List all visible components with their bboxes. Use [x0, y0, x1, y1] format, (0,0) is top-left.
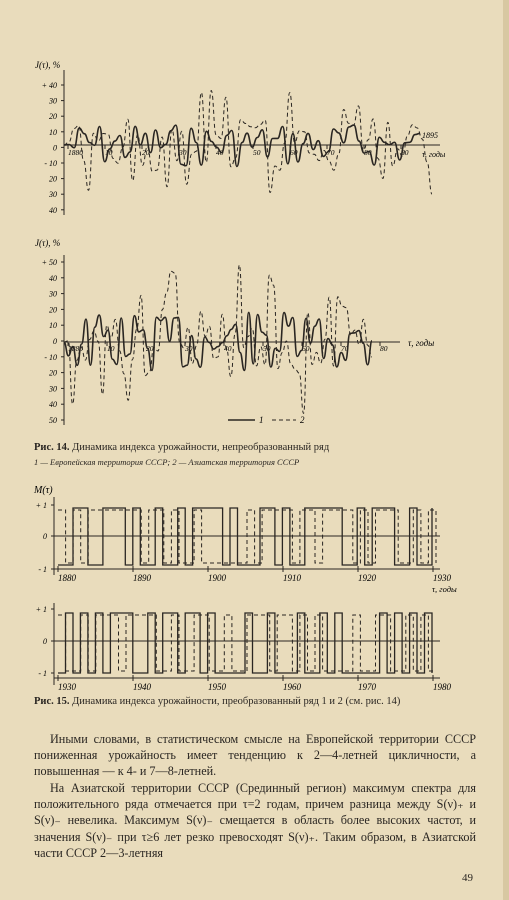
fig14-bottom-chart [35, 238, 434, 425]
fig14-bottom-series-1 [64, 312, 372, 370]
figure-15 [0, 475, 509, 695]
fig15-top-ylabel: M(τ) [34, 485, 53, 496]
fig14-top-xtick-label: 30 [179, 148, 187, 157]
fig14-top-yticks [42, 81, 64, 215]
fig15-ytick-label: + 1 [35, 501, 47, 510]
fig14-bottom-ylabel: J(τ), % [35, 238, 61, 248]
fig14-bottom-xticks [68, 342, 388, 353]
fig14-top-series-2 [64, 91, 432, 195]
page-number: 49 [462, 872, 473, 884]
fig15-ytick-label: - 1 [38, 565, 47, 574]
fig14-bottom-yticks [42, 258, 64, 425]
fig14-top-axis-label: τ, годы [422, 150, 446, 159]
fig14-top-xtick-label: 10 [105, 148, 113, 157]
fig14-caption-label: Рис. 14. [34, 442, 70, 453]
fig14-bottom-xtick-label: 40 [224, 344, 232, 353]
fig15-caption [34, 695, 474, 708]
fig15-ytick-label: - 1 [38, 669, 47, 678]
fig14-top-ytick-label: 0 [53, 143, 57, 153]
fig15-xtick-label: 1950 [208, 682, 226, 692]
fig14-bottom-ytick-label: 30 [49, 384, 57, 394]
paragraph-2: На Азиатской территории СССР (Срединный регион) максимум спектра для положительного ряда отмечается при τ=2 годам, причем разница между S(ν)₊ и S(ν)₋ невелика. Максимум S(ν)₋ смещается в область более высоких частот, и значения S(ν)₋ при τ≥6 лет резко превосходят S(ν)₊. Таким образом, в Азиатской части СССР 2—3-летняя [34, 781, 476, 860]
fig15-xtick-label: 1960 [283, 682, 301, 692]
fig15-ytick-label: + 1 [35, 605, 47, 614]
fig15-xtick-label: 1930 [58, 682, 76, 692]
fig14-top-xtick-label: 80 [364, 148, 372, 157]
fig14-bottom-xtick-label: 80 [380, 344, 388, 353]
fig15-xtick-label: 1970 [358, 682, 376, 692]
fig14-top-xtick-label: 50 [253, 148, 261, 157]
fig15-top-yticks [36, 501, 54, 574]
fig15-top-axis-label: τ, годы [432, 584, 457, 594]
legend-num-1: 1 [259, 415, 264, 425]
fig14-bottom-ytick-label: 40 [49, 400, 57, 410]
fig15-bottom-yticks [36, 605, 54, 678]
fig14-bottom-ytick-label: 10 [49, 321, 57, 331]
fig14-bottom-ytick-label: 40 [49, 273, 57, 283]
fig15-xtick-label: 1940 [133, 682, 151, 692]
fig14-top-ylabel: J(τ), % [35, 60, 61, 70]
fig14-top-xtick-label: 20 [142, 148, 150, 157]
fig14-bottom-ytick-label: + 50 [41, 258, 57, 267]
fig15-ytick-label: 0 [43, 637, 47, 646]
fig14-bottom-xtick-label: 30 [185, 344, 193, 353]
fig14-top-xtick-label: 1880 [68, 148, 83, 157]
fig15-xtick-label: 1910 [283, 573, 301, 583]
fig15-xtick-label: 1920 [358, 573, 376, 583]
fig14-top-ytick-label: 10 [49, 127, 57, 137]
fig14-bottom-ytick-label: 0 [53, 337, 57, 346]
fig14-bottom-xtick-label: 50 [263, 344, 271, 353]
fig15-top-chart [33, 485, 457, 594]
fig14-top-ytick-label: 20 [49, 112, 57, 122]
fig14-bottom-xtick-label: 1880 [68, 344, 83, 353]
fig14-bottom-xtick-label: 10 [107, 344, 115, 353]
fig14-bottom-ytick-label: 50 [49, 416, 57, 425]
fig14-top-ytick-label: - 10 [44, 159, 57, 168]
fig15-xtick-label: 1930 [433, 573, 451, 583]
fig15-caption-text: Динамика индекса урожайности, преобразованный ряд 1 и 2 (см. рис. 14) [72, 696, 401, 707]
fig14-legend-text: 1 — Европейская территория СССР; 2 — Азиатская территория СССР [34, 457, 300, 467]
fig14-bottom-ytick-label: - 10 [44, 352, 57, 362]
fig14-top-ytick-label: + 40 [41, 81, 57, 90]
fig14-bottom-xtick-label: 20 [146, 344, 154, 353]
legend-num-2: 2 [300, 415, 305, 425]
fig14-bottom-ytick-label: 20 [49, 305, 57, 315]
fig14-top-ytick-label: 30 [49, 190, 57, 200]
fig15-xtick-label: 1900 [208, 573, 226, 583]
fig14-bottom-xtick-label: 60 [302, 344, 310, 353]
fig15-ytick-label: 0 [43, 532, 47, 541]
paragraph-1: Иными словами, в статистическом смысле на Европейской территории СССР пониженная урожайность имеет тенденцию к 2—4-летней цикличности, а повышенная — к 4- и 7—8-летней. [34, 732, 476, 779]
fig14-top-series-1 [64, 125, 420, 166]
fig15-xtick-label: 1980 [433, 682, 451, 692]
fig14-top-xtick-label: 70 [327, 148, 335, 157]
fig14-top-chart [35, 60, 446, 215]
fig14-bottom-ytick-label: 20 [49, 368, 57, 378]
fig14-top-end-year: 1895 [422, 131, 438, 140]
fig14-bottom-xtick-label: 70 [341, 344, 349, 353]
fig14-caption [34, 441, 474, 454]
fig14-top-ytick-label: 30 [49, 96, 57, 106]
fig14-bottom-ytick-label: 30 [49, 289, 57, 299]
fig14-top-xtick-label: 90 [401, 148, 409, 157]
fig14-top-ytick-label: 40 [49, 205, 57, 215]
fig14-legend [228, 415, 305, 425]
fig15-xtick-label: 1880 [58, 573, 76, 583]
fig14-top-ytick-label: 20 [49, 174, 57, 184]
fig14-caption-text: Динамика индекса урожайности, непреобразованный ряд [72, 442, 330, 453]
fig14-bottom-axis-label: τ, годы [408, 338, 435, 348]
fig15-bottom-chart [36, 603, 452, 692]
fig14-top-xticks [68, 145, 409, 157]
fig15-caption-label: Рис. 15. [34, 696, 70, 707]
figure-14 [0, 0, 509, 440]
fig15-xtick-label: 1890 [133, 573, 151, 583]
fig14-top-xtick-label: 60 [290, 148, 298, 157]
fig14-top-xtick-label: 40 [216, 148, 224, 157]
